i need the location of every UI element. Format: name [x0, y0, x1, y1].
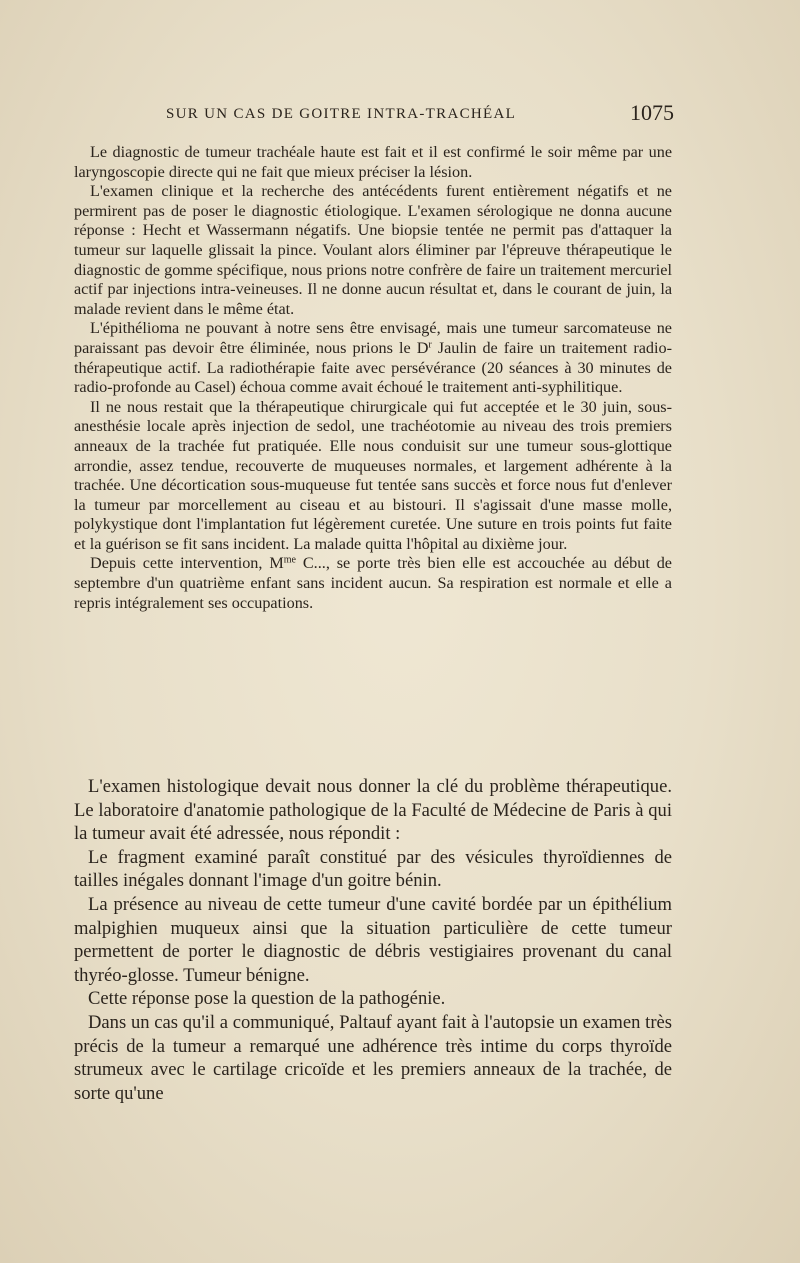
doctor-abbrev-superscript: r — [428, 339, 432, 351]
paragraph-clinical-exam: L'examen clinique et la recherche des antécédents furent entièrement négatifs et ne permirent pas de poser le diagnostic étiologique. L'examen sérologique ne donna aucune réponse : Hecht et Wassermann négatifs. Une biopsie tentée ne permit pas d'attaquer la tumeur sur laquelle glissait la pince. Voulant alors éliminer par l'épreuve thérapeutique le diagnostic de gomme spécifique, nous prions notre confrère de faire un traitement mercuriel actif par injections intra-veineuses. Il ne donne aucun résultat et, dans le courant de juin, la malade revient dans le même état. — [74, 182, 672, 318]
madame-abbrev-superscript: me — [283, 554, 296, 566]
paragraph-diagnosis: Le diagnostic de tumeur trachéale haute est fait et il est confirmé le soir même par une laryngoscopie directe qui ne fait que mieux préciser la lésion. — [74, 143, 672, 181]
page-number: 1075 — [630, 100, 674, 125]
paragraph-radiotherapy — [74, 319, 672, 397]
running-title: SUR UN CAS DE GOITRE INTRA-TRACHÉAL — [166, 106, 517, 122]
follow-up-text-start: Depuis cette intervention, M — [90, 554, 284, 573]
case-report-text — [74, 143, 672, 613]
paragraph-histology: L'examen histologique devait nous donner la clé du problème thérapeutique. Le laboratoire d'anatomie pathologique de la Faculté de Médecine de Paris à qui la tumeur avait été adressée, nous répondit : — [74, 776, 672, 845]
radiotherapy-text-start: L'épithélioma ne pouvant à notre sens être envisagé, mais une tumeur sarcomateuse ne paraissant pas devoir être éliminée, nous prions le D — [74, 319, 672, 357]
paragraph-lab-fragment: Le fragment examiné paraît constitué par des vésicules thyroïdiennes de tailles inégales donnant l'image d'un goitre bénin. — [74, 846, 672, 892]
paragraph-paltauf-case: Dans un cas qu'il a communiqué, Paltauf ayant fait à l'autopsie un examen très précis de la tumeur a remarqué une adhérence très intime du corps thyroïde strumeux avec le cartilage cricoïde et les premiers anneaux de la trachée, de sorte qu'une — [74, 1011, 672, 1104]
paragraph-follow-up — [74, 554, 672, 613]
paragraph-surgery: Il ne nous restait que la thérapeutique chirurgicale qui fut acceptée et le 30 juin, sous-anesthésie locale après injection de sedol, une trachéotomie au niveau des trois premiers anneaux de la trachée fut pratiquée. Elle nous conduisit sur une tumeur sous-glottique arrondie, assez tendue, recouverte de muqueuses normales, et largement adhérente à la trachée. Une décortication sous-muqueuse fut tentée sans succès et force nous fut d'enlever la tumeur par morcellement au ciseau et au bistouri. Il s'agissait d'une masse molle, polykystique dont l'implantation fut légèrement curetée. Une suture en trois points fut faite et la guérison se fit sans incident. La malade quitta l'hôpital au dixième jour. — [74, 397, 672, 553]
follow-up-text-end: C..., se porte très bien elle est accouchée au début de septembre d'un quatrième enfant sans incident aucun. Sa respiration est normale et elle a repris intégralement ses occupations. — [74, 554, 672, 612]
discussion-text — [74, 775, 672, 1105]
radiotherapy-text-end: Jaulin de faire un traitement radio-thérapeutique actif. La radiothérapie faite avec persévérance (20 séances à 30 minutes de radio-profonde au Casel) échoua comme avait échoué le traitement anti-syphilitique. — [74, 338, 672, 397]
paragraph-pathogenesis-question: Cette réponse pose la question de la pathogénie. — [88, 988, 446, 1010]
paragraph-lab-diagnosis: La présence au niveau de cette tumeur d'une cavité bordée par un épithélium malpighien muqueux ainsi que la situation particulière de cette tumeur permettent de porter le diagnostic de débris vestigiaires provenant du canal thyréo-glosse. Tumeur bénigne. — [74, 893, 672, 986]
page-header — [166, 100, 674, 130]
